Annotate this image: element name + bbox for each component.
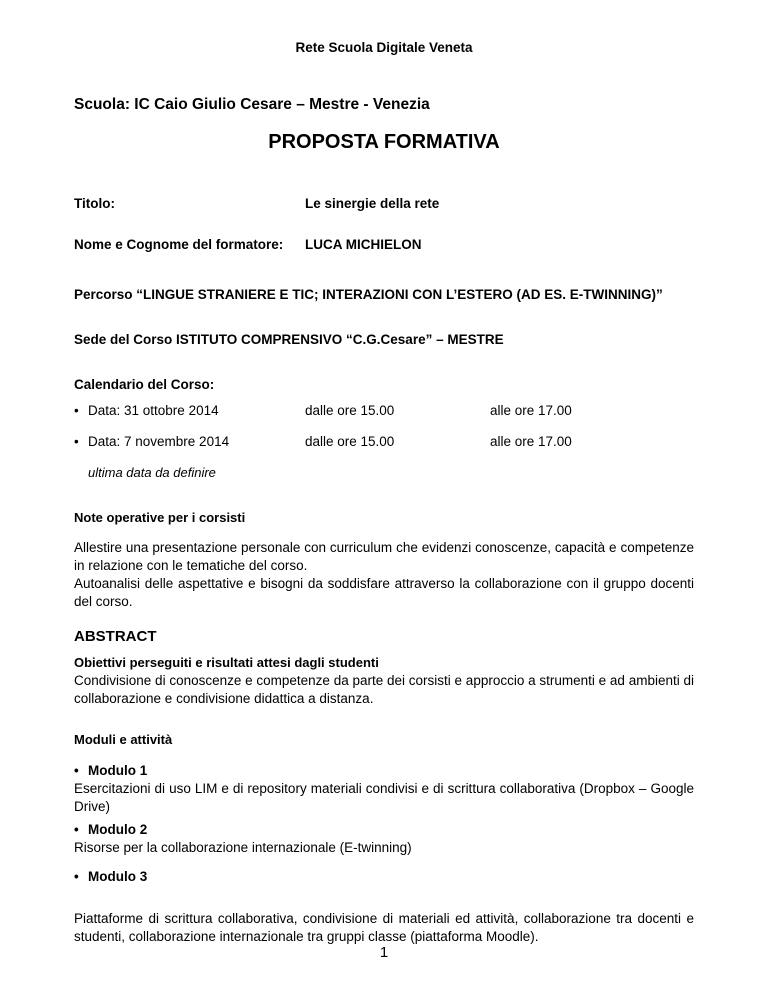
notes-text — [74, 539, 694, 611]
bullet: • — [74, 763, 79, 778]
abstract-heading: ABSTRACT — [74, 628, 157, 645]
notes-heading: Note operative per i corsisti — [74, 510, 246, 525]
bullet: • — [74, 822, 79, 837]
formatore-label: Nome e Cognome del formatore: — [74, 237, 284, 252]
module-3-title: • Modulo 3 — [74, 869, 148, 884]
notes-line-1: Allestire una presentazione personale con curriculum che evidenzi conoscenze, capacità e competenze in relazione con le tematiche del corso. — [74, 540, 694, 573]
calendar-date: Data: 7 novembre 2014 — [88, 434, 230, 449]
notes-line-2: Autoanalisi delle aspettative e bisogni da soddisfare attraverso la collaborazione con il gruppo docenti del corso. — [74, 576, 694, 609]
objectives-heading: Obiettivi perseguiti e risultati attesi dagli studenti — [74, 655, 379, 670]
page-header: Rete Scuola Digitale Veneta — [295, 40, 473, 55]
module-1-text: Esercitazioni di uso LIM e di repository materiali condivisi e di scrittura collaborativa (Dropbox – Google Drive) — [74, 781, 694, 814]
bullet: • Data: 7 novembre 2014 — [74, 434, 230, 449]
document-title: PROPOSTA FORMATIVA — [268, 131, 500, 153]
page-number: 1 — [379, 944, 389, 961]
calendar-to: alle ore 17.00 — [490, 403, 572, 418]
modules-heading: Moduli e attività — [74, 732, 173, 747]
titolo-value: Le sinergie della rete — [305, 196, 440, 211]
calendar-date: Data: 31 ottobre 2014 — [88, 403, 219, 418]
bullet: • Data: 31 ottobre 2014 — [74, 403, 219, 418]
calendar-label: Calendario del Corso: — [74, 377, 215, 392]
calendar-from: dalle ore 15.00 — [305, 434, 395, 449]
module-3-text: Piattaforme di scrittura collaborativa, condivisione di materiali ed attività, collaborazione tra docenti e studenti, collaborazione internazionale tra gruppi classe (piattaforma Moodle). — [74, 911, 694, 944]
percorso-line: Percorso “LINGUE STRANIERE E TIC; INTERAZIONI CON L’ESTERO (AD ES. E-TWINNING)” — [74, 287, 663, 302]
calendar-note: ultima data da definire — [88, 465, 216, 480]
school-name: Scuola: IC Caio Giulio Cesare – Mestre - Venezia — [74, 96, 430, 113]
module-2-text: Risorse per la collaborazione internazionale (E-twinning) — [74, 840, 412, 855]
formatore-value: LUCA MICHIELON — [305, 237, 422, 252]
sede-line: Sede del Corso ISTITUTO COMPRENSIVO “C.G.Cesare” – MESTRE — [74, 332, 504, 347]
calendar-from: dalle ore 15.00 — [305, 403, 395, 418]
bullet: • — [74, 869, 79, 884]
calendar-to: alle ore 17.00 — [490, 434, 572, 449]
module-2-title: • Modulo 2 — [74, 822, 148, 837]
objectives-text: Condivisione di conoscenze e competenze da parte dei corsisti e approccio a strumenti e ad ambienti di collaborazione e condivisione didattica a distanza. — [74, 673, 694, 706]
module-1-title: • Modulo 1 — [74, 763, 148, 778]
titolo-label: Titolo: — [74, 196, 115, 211]
